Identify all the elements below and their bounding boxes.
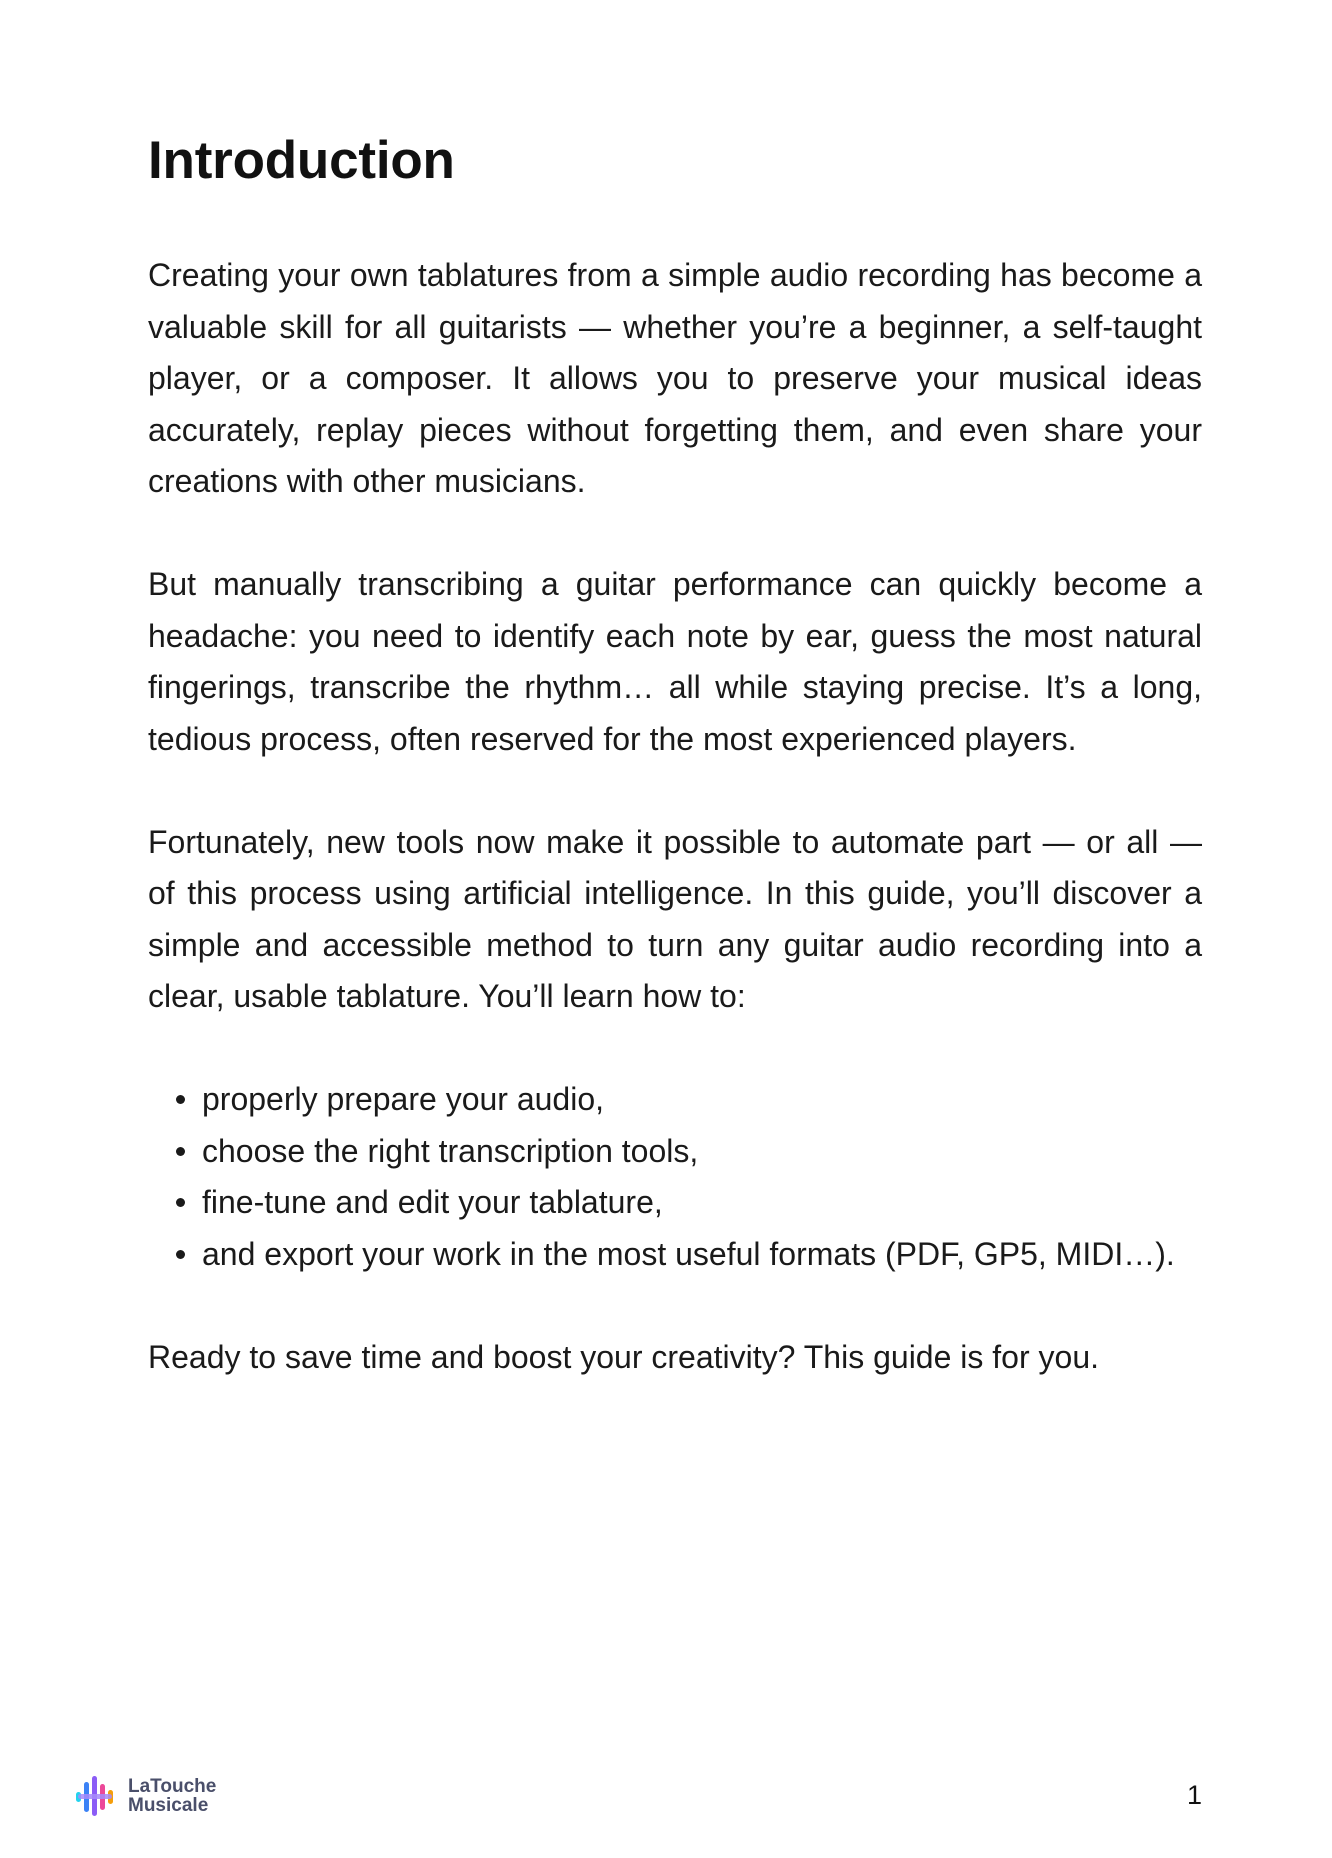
bullet-icon <box>176 1147 185 1156</box>
list-item <box>148 1177 1202 1229</box>
page-number: 1 <box>1186 1780 1202 1810</box>
page-content <box>148 124 1202 1383</box>
page-title: Introduction <box>148 131 455 190</box>
list-item-text: fine-tune and edit your tablature, <box>202 1184 663 1220</box>
intro-paragraph-3: Fortunately, new tools now make it possible to automate part — or all — of this process using artificial intelligence. In this guide, you’ll discover a simple and accessible method to turn any guitar audio recording into a clear, usable tablature. You’ll learn how to: <box>148 823 1202 1014</box>
logo-text-line1: LaTouche <box>128 1776 217 1797</box>
list-item <box>148 1126 1202 1178</box>
bullet-icon <box>176 1198 185 1207</box>
intro-paragraph-1: Creating your own tablatures from a simple audio recording has become a valuable skill for all guitarists — whether you’re a beginner, a self-taught player, or a composer. It allows you to preserve your musical ideas accurately, replay pieces without forgetting them, and even share your creations with other musicians. <box>148 257 1202 499</box>
logo-wordmark <box>128 1777 216 1815</box>
list-item-text: and export your work in the most useful formats (PDF, GP5, MIDI…). <box>202 1235 1175 1272</box>
waveform-logo-icon <box>74 1774 120 1818</box>
intro-paragraph-2: But manually transcribing a guitar performance can quickly become a headache: you need to identify each note by ear, guess the most natural fingerings, transcribe the rhythm… all while staying precise. It’s a long, tedious process, often reserved for the most experienced players. <box>148 566 1202 757</box>
bullet-icon <box>176 1095 185 1104</box>
closing-paragraph: Ready to save time and boost your creativity? This guide is for you. <box>148 1338 1099 1375</box>
list-item <box>148 1074 1202 1126</box>
logo-text-line2: Musicale <box>128 1795 209 1816</box>
list-item-text: choose the right transcription tools, <box>202 1132 699 1169</box>
list-item <box>148 1229 1202 1281</box>
learning-list <box>148 1074 1202 1280</box>
brand-logo <box>74 1774 216 1818</box>
bullet-icon <box>176 1250 185 1259</box>
list-item-text: properly prepare your audio, <box>202 1081 605 1117</box>
